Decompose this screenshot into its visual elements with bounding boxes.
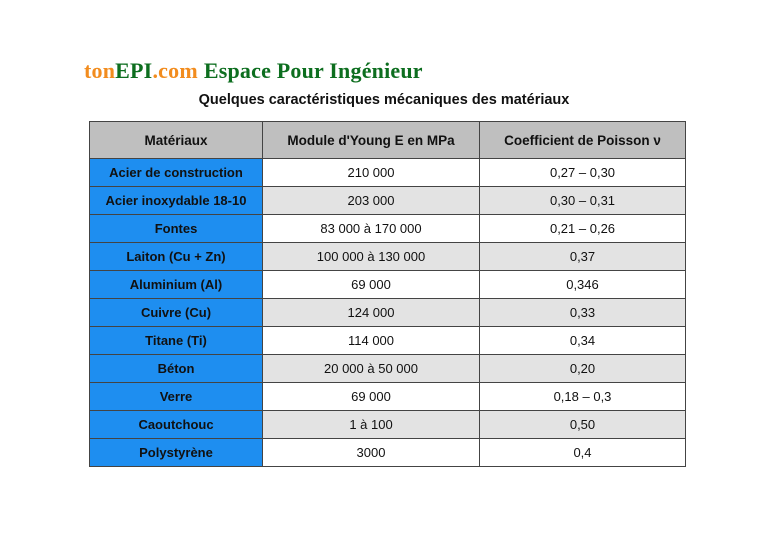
material-cell: Titane (Ti)	[90, 327, 263, 355]
poisson-cell: 0,30 – 0,31	[480, 187, 686, 215]
poisson-cell: 0,27 – 0,30	[480, 159, 686, 187]
table-row	[90, 243, 686, 271]
table-row	[90, 299, 686, 327]
table-row	[90, 411, 686, 439]
material-cell: Caoutchouc	[90, 411, 263, 439]
material-cell: Aluminium (Al)	[90, 271, 263, 299]
poisson-cell: 0,18 – 0,3	[480, 383, 686, 411]
table-row	[90, 159, 686, 187]
poisson-cell: 0,33	[480, 299, 686, 327]
material-cell: Cuivre (Cu)	[90, 299, 263, 327]
material-cell: Verre	[90, 383, 263, 411]
poisson-cell: 0,4	[480, 439, 686, 467]
young-modulus-cell: 203 000	[263, 187, 480, 215]
brand-ton: ton	[84, 58, 116, 83]
table-row	[90, 327, 686, 355]
page-title: Quelques caractéristiques mécaniques des matériaux	[198, 92, 570, 108]
young-modulus-cell: 100 000 à 130 000	[263, 243, 480, 271]
poisson-cell: 0,34	[480, 327, 686, 355]
young-modulus-cell: 3000	[263, 439, 480, 467]
brand-tagline: Espace Pour Ingénieur	[203, 58, 423, 83]
table-header-row	[90, 122, 686, 159]
poisson-cell: 0,346	[480, 271, 686, 299]
material-cell: Acier inoxydable 18-10	[90, 187, 263, 215]
brand-epi: EPI	[115, 58, 153, 83]
table-body	[90, 159, 686, 467]
material-cell: Fontes	[90, 215, 263, 243]
brand-com: .com	[152, 58, 198, 83]
table-row	[90, 383, 686, 411]
young-modulus-cell: 83 000 à 170 000	[263, 215, 480, 243]
young-modulus-cell: 124 000	[263, 299, 480, 327]
young-modulus-cell: 210 000	[263, 159, 480, 187]
site-brand	[84, 58, 423, 84]
table-row	[90, 215, 686, 243]
material-cell: Béton	[90, 355, 263, 383]
poisson-cell: 0,21 – 0,26	[480, 215, 686, 243]
table-row	[90, 187, 686, 215]
young-modulus-cell: 1 à 100	[263, 411, 480, 439]
material-cell: Laiton (Cu + Zn)	[90, 243, 263, 271]
young-modulus-cell: 114 000	[263, 327, 480, 355]
table-row	[90, 271, 686, 299]
header-material: Matériaux	[90, 122, 263, 159]
poisson-cell: 0,20	[480, 355, 686, 383]
header-poisson: Coefficient de Poisson ν	[480, 122, 686, 159]
young-modulus-cell: 20 000 à 50 000	[263, 355, 480, 383]
young-modulus-cell: 69 000	[263, 383, 480, 411]
poisson-cell: 0,50	[480, 411, 686, 439]
table-row	[90, 355, 686, 383]
material-cell: Polystyrène	[90, 439, 263, 467]
poisson-cell: 0,37	[480, 243, 686, 271]
table-row	[90, 439, 686, 467]
header-young-modulus: Module d'Young E en MPa	[263, 122, 480, 159]
materials-table	[89, 121, 686, 467]
young-modulus-cell: 69 000	[263, 271, 480, 299]
material-cell: Acier de construction	[90, 159, 263, 187]
